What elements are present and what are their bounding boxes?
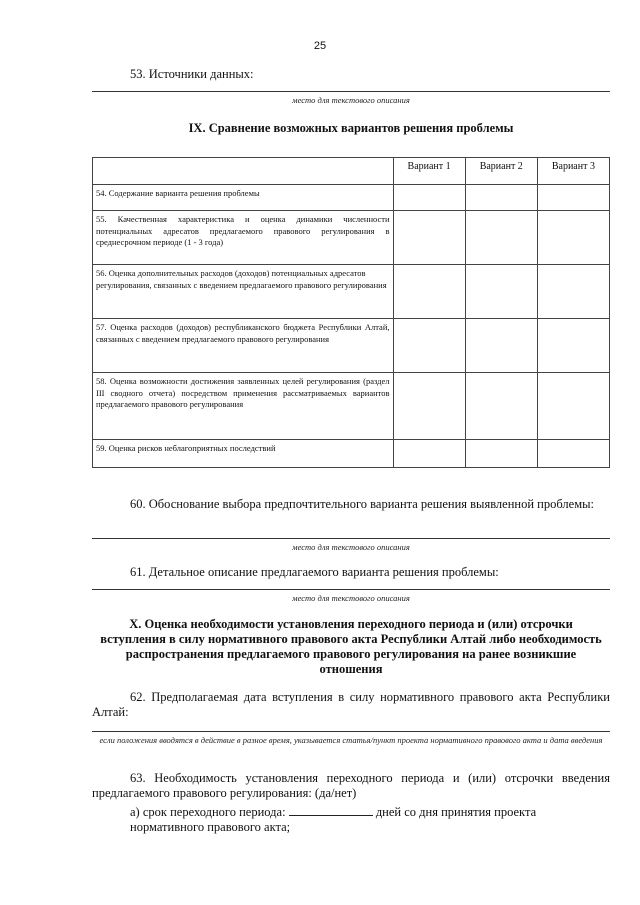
item-63a-label: а) срок переходного периода:: [130, 805, 286, 819]
table-cell: [537, 265, 609, 319]
table-cell: [537, 211, 609, 265]
table-cell: [393, 185, 465, 211]
table-cell: [537, 440, 609, 468]
item-63a-suffix: дней со дня принятия проекта нормативного правового акта;: [130, 805, 537, 834]
item-61-placeholder: место для текстового описания: [292, 593, 410, 603]
table-row: [93, 185, 610, 211]
item-60: 60. Обоснование выбора предпочтительного варианта решения выявленной проблемы:: [130, 497, 594, 511]
table-cell: [465, 319, 537, 373]
item-53-placeholder: место для текстового описания: [292, 95, 410, 105]
table-cell: [537, 185, 609, 211]
table-cell: [393, 319, 465, 373]
table-header-cell: Вариант 1: [393, 158, 465, 185]
item-61: 61. Детальное описание предлагаемого варианта решения проблемы:: [130, 565, 499, 579]
table-cell: [393, 373, 465, 440]
table-cell: [393, 211, 465, 265]
section-10-title: X. Оценка необходимости установления переходного периода и (или) отсрочки вступления в силу нормативного правового акта Республики Алтай либо необходимость распространения предлагаемого правового регулирования на ранее возникшие отношения: [100, 617, 602, 676]
table-cell: [393, 440, 465, 468]
item-62-note: если положения вводятся в действие в разное время, указывается статья/пункт проекта нормативного правового акта и дата введения: [99, 735, 603, 745]
table-row: [93, 319, 610, 373]
table-header-cell: Вариант 3: [537, 158, 609, 185]
section-9-title: IX. Сравнение возможных вариантов решения проблемы: [188, 121, 514, 135]
table-row-label: 56. Оценка дополнительных расходов (доходов) потенциальных адресатов регулирования, связанных с введением предлагаемого правового регулирования: [93, 265, 394, 319]
table-header-cell: [93, 158, 394, 185]
table-cell: [465, 185, 537, 211]
item-53: 53. Источники данных:: [130, 67, 254, 81]
item-60-answer-line: [92, 538, 610, 539]
item-61-answer-line: [92, 589, 610, 590]
table-row-label: 54. Содержание варианта решения проблемы: [93, 185, 394, 211]
item-63: 63. Необходимость установления переходного периода и (или) отсрочки введения предлагаемого правового регулирования: (да/нет): [92, 771, 610, 800]
table-row: [93, 211, 610, 265]
item-62-answer-line: [92, 731, 610, 732]
table-row: [93, 373, 610, 440]
table-header-row: [93, 158, 610, 185]
table-cell: [465, 373, 537, 440]
page-number: 25: [313, 40, 327, 52]
item-62: 62. Предполагаемая дата вступления в силу нормативного правового акта Республики Алтай:: [92, 690, 610, 719]
table-row-label: 58. Оценка возможности достижения заявленных целей регулирования (раздел III сводного отчета) посредством применения рассматриваемых вариантов предлагаемого правового регулирования: [93, 373, 394, 440]
comparison-table: [92, 157, 610, 468]
table-cell: [393, 265, 465, 319]
table-row-label: 59. Оценка рисков неблагоприятных последствий: [93, 440, 394, 468]
table-row-label: 57. Оценка расходов (доходов) республиканского бюджета Республики Алтай, связанных с введением предлагаемого правового регулирования: [93, 319, 394, 373]
table-row-label: 55. Качественная характеристика и оценка динамики численности потенциальных адресатов предлагаемого правового регулирования в среднесрочном периоде (1 - 3 года): [93, 211, 394, 265]
item-60-placeholder: место для текстового описания: [292, 542, 410, 552]
item-53-answer-line: [92, 91, 610, 92]
table-row: [93, 265, 610, 319]
table-row: [93, 440, 610, 468]
item-63a: [130, 803, 610, 835]
table-cell: [465, 265, 537, 319]
transition-period-days-field[interactable]: [289, 803, 373, 816]
table-cell: [537, 373, 609, 440]
table-cell: [465, 211, 537, 265]
table-cell: [537, 319, 609, 373]
table-header-cell: Вариант 2: [465, 158, 537, 185]
table-cell: [465, 440, 537, 468]
